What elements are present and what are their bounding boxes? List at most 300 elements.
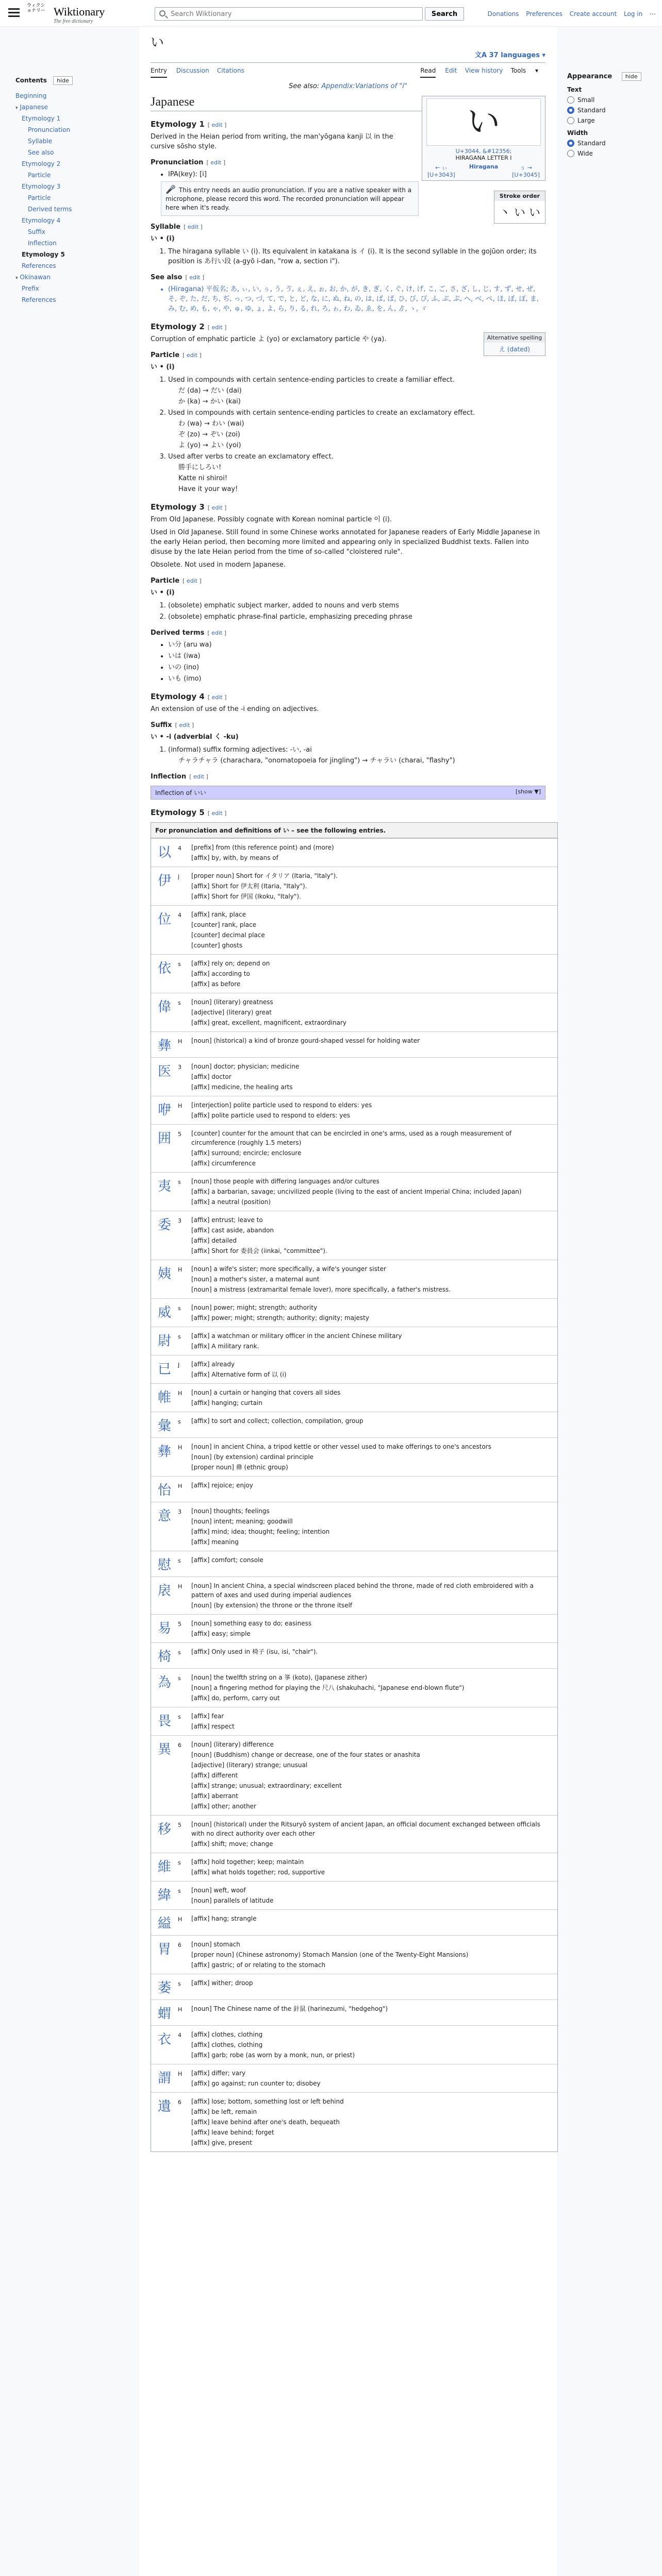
kanji-definitions xyxy=(191,1299,557,1327)
kanji-definitions xyxy=(191,1882,557,1909)
edit-particle3[interactable]: [ edit ] xyxy=(183,578,202,584)
definition: [affix] clothes, clothing xyxy=(191,2041,263,2048)
width-options xyxy=(567,140,655,157)
heading-etymology-2 xyxy=(151,322,545,331)
kanji-grade: H xyxy=(178,1103,183,1109)
kana-script-name: Hiragana xyxy=(469,163,499,170)
kanji-definitions xyxy=(191,906,557,954)
definition: [affix] be left, remain xyxy=(191,2108,257,2115)
kanji-definitions xyxy=(191,2000,557,2025)
suffix-def xyxy=(168,745,545,766)
definition: [prefix] from (this reference point) and (more) xyxy=(191,844,334,851)
particle3-headword: い • (i) xyxy=(151,589,175,597)
kanji-definitions xyxy=(191,993,557,1031)
kana-next-link[interactable]: ぅ → xyxy=(520,164,532,171)
radio-button[interactable] xyxy=(567,140,574,147)
kanji-link[interactable]: 彙 xyxy=(157,1418,171,1434)
kanji-definitions xyxy=(191,1211,557,1260)
ety4-heading-text: Etymology 4 xyxy=(151,692,205,701)
table-row xyxy=(151,1735,557,1815)
ety3-text-1: From Old Japanese. Possibly cognate with Korean nominal particle 이 (i). xyxy=(151,516,392,523)
kanji-link[interactable]: 為 xyxy=(157,1675,171,1690)
kanji-definitions xyxy=(191,1936,557,1974)
kanji-link[interactable]: 偉 xyxy=(157,999,171,1015)
kanji-link[interactable]: 以 xyxy=(157,845,171,860)
more-options-icon[interactable]: ⋯ xyxy=(650,10,656,18)
kanji-definitions xyxy=(191,1058,557,1096)
definition: [affix] meaning xyxy=(191,1538,239,1546)
see-also-link[interactable]: Appendix:Variations of "i" xyxy=(321,82,407,90)
def-text: (informal) suffix forming adjectives: -い, -ai xyxy=(168,746,312,754)
search-box[interactable] xyxy=(155,7,423,21)
japanese-heading-text: Japanese xyxy=(151,95,195,109)
edit-label: edit xyxy=(179,722,190,728)
radio-button[interactable] xyxy=(567,117,574,124)
toc-item-label: Beginning xyxy=(15,92,47,99)
kanji-grade: s xyxy=(178,1675,181,1682)
table-row xyxy=(151,1668,557,1707)
tab-history[interactable]: View history xyxy=(465,67,503,74)
kanji-link[interactable]: 意 xyxy=(157,1509,171,1524)
chevron-down-icon[interactable]: ▾ xyxy=(15,106,18,111)
suffix-headword: い • -i (adverbial く -ku) xyxy=(151,733,239,741)
toc-item[interactable] xyxy=(15,158,119,170)
toc-item[interactable] xyxy=(15,226,119,238)
heading-suffix xyxy=(151,721,545,729)
donations-link[interactable]: Donations xyxy=(487,10,519,18)
table-row xyxy=(151,2092,557,2151)
definition: [affix] clothes, clothing xyxy=(191,2031,263,2038)
toc-item[interactable] xyxy=(15,204,119,215)
definition: [affix] great, excellent, magnificent, extraordinary xyxy=(191,1019,346,1026)
derived-heading-text: Derived terms xyxy=(151,629,205,637)
definition: [affix] hold together; keep; maintain xyxy=(191,1858,304,1866)
edit-derived[interactable]: [ edit ] xyxy=(207,630,227,636)
toc-hide-button[interactable]: hide xyxy=(53,76,73,85)
text-size-option[interactable] xyxy=(567,117,655,124)
def-text: Used in compounds with certain sentence-ending particles to create an exclamatory effect. xyxy=(168,409,475,417)
menu-icon[interactable] xyxy=(8,8,20,18)
table-row xyxy=(151,1502,557,1551)
toc-item-label: Particle xyxy=(28,172,51,179)
definition: [affix] surround; encircle; enclosure xyxy=(191,1149,302,1157)
toc-item-label: Okinawan xyxy=(20,274,51,281)
table-row xyxy=(151,1974,557,1999)
definition: [affix] leave behind; forget xyxy=(191,2129,274,2136)
toc-item-label: Particle xyxy=(28,194,51,201)
toc-item[interactable] xyxy=(15,260,119,272)
kanji-grade: 6 xyxy=(178,1942,181,1948)
kanji-definitions xyxy=(191,1502,557,1551)
definition: [interjection] polite particle used to respond to elders: yes xyxy=(191,1101,372,1109)
definition: [noun] doctor; physician; medicine xyxy=(191,1063,300,1070)
toc-item[interactable] xyxy=(15,90,119,101)
kanji-definitions xyxy=(191,1669,557,1707)
kanji-definitions xyxy=(191,1577,557,1614)
definition: [affix] what holds together; rod, supportive xyxy=(191,1869,325,1876)
edit-label: edit xyxy=(187,224,199,230)
table-row xyxy=(151,1031,557,1057)
heading-syllable xyxy=(151,223,545,231)
edit-particle2[interactable]: [ edit ] xyxy=(183,352,202,359)
kanji-link[interactable]: 彝 xyxy=(157,1444,171,1460)
kanji-link[interactable]: 縊 xyxy=(157,1916,171,1931)
kanji-link[interactable]: 緯 xyxy=(157,1888,171,1903)
definition: [affix] other; another xyxy=(191,1803,256,1810)
toc-item[interactable] xyxy=(15,135,119,147)
tab-edit[interactable]: Edit xyxy=(445,67,457,74)
example: わ (wa) → わい (wai) xyxy=(178,420,244,428)
kanji-link[interactable]: 姨 xyxy=(157,1266,171,1282)
definition: [affix] gastric; of or relating to the stomach xyxy=(191,1961,326,1969)
kanji-link[interactable]: 畏 xyxy=(157,1714,171,1729)
kanji-grade: H xyxy=(178,1390,183,1397)
kanji-link[interactable]: 威 xyxy=(157,1305,171,1320)
definition: [noun] something easy to do; easiness xyxy=(191,1620,312,1627)
example-japanese: 勝手にしろい! xyxy=(178,464,222,471)
kanji-link[interactable]: 謂 xyxy=(157,2071,171,2086)
text-size-option[interactable] xyxy=(567,96,655,104)
kanji-grade: H xyxy=(178,1916,183,1923)
tab-citations[interactable]: Citations xyxy=(217,67,244,74)
kanji-rows xyxy=(151,838,557,2151)
definition: [noun] a mistress (extramarital female lover), more specifically, a father's mistress. xyxy=(191,1286,451,1293)
edit-ety3[interactable]: [ edit ] xyxy=(207,504,227,511)
toc-item[interactable] xyxy=(15,294,119,306)
definition: [affix] Short for 伊国 (Ikoku, "Italy"). xyxy=(191,893,301,900)
seealso-heading-text: See also xyxy=(151,274,183,281)
chevron-down-icon[interactable]: ▾ xyxy=(15,276,18,281)
table-row xyxy=(151,1642,557,1668)
toc-item[interactable] xyxy=(15,272,119,283)
edit-label: edit xyxy=(211,122,223,128)
radio-button[interactable] xyxy=(567,96,574,104)
definition: [affix] power; might; strength; authority; dignity; majesty xyxy=(191,1314,369,1321)
example: チャラチャラ (charachara, "onomatopoeia for jingling") → チャラい (charai, "flashy") xyxy=(178,757,455,765)
kanji-link[interactable]: 位 xyxy=(157,912,171,927)
kanji-link[interactable]: 衣 xyxy=(157,2032,171,2047)
definition: [affix] do, perform, carry out xyxy=(191,1694,280,1702)
table-row xyxy=(151,1383,557,1412)
toc-item[interactable] xyxy=(15,283,119,294)
kana-big-char: い xyxy=(426,98,541,146)
kanji-link[interactable]: 萎 xyxy=(157,1980,171,1996)
definition: [affix] leave behind after one's death, bequeath xyxy=(191,2119,340,2126)
definition: [counter] decimal place xyxy=(191,931,265,939)
toc-item-label: Syllable xyxy=(28,138,53,145)
heading-etymology-5 xyxy=(151,808,545,817)
search-button[interactable]: Search xyxy=(425,7,464,21)
radio-button[interactable] xyxy=(567,150,574,157)
table-row xyxy=(151,1412,557,1437)
width-option[interactable] xyxy=(567,150,655,157)
toc-item[interactable] xyxy=(15,101,119,113)
example: ぞ (zo) → ぞい (zoi) xyxy=(178,431,240,438)
definition: [affix] different xyxy=(191,1772,238,1779)
definition: [affix] A military rank. xyxy=(191,1343,259,1350)
definition: [noun] (by extension) cardinal principle xyxy=(191,1453,314,1461)
definition: [affix] rank, place xyxy=(191,911,246,918)
toc-header xyxy=(15,76,119,85)
kanji-definitions xyxy=(191,1438,557,1476)
hiragana-list: • (Hiragana) 平仮名; あ, ぃ, い, ぅ, う, ゔ, ぇ, え, ぉ, お, か, が, き, ぎ, く, ぐ, け, げ, こ, ご, さ, ざ, し, じ, す, ず, せ, ぜ, そ, ぞ, た, だ, ち, ぢ, っ, つ, づ, て, で, と, ど, な, に, ぬ, ね, の, は, ば, ぱ, ひ, び, ぴ, ふ, ぶ, ぷ, へ, べ, ぺ, ほ, ぼ, ぽ, ま, み, む, め, も, ゃ, や, ゅ, ゆ, ょ, よ, ら, り, る, れ, ろ, ゎ, わ, ゐ, ゑ, を, ん, ゟ, ゝ, ゞ xyxy=(168,284,545,314)
edit-suffix[interactable]: [ edit ] xyxy=(175,722,194,728)
definition: [affix] respect xyxy=(191,1723,235,1730)
toc-item[interactable] xyxy=(15,124,119,135)
text-size-options xyxy=(567,96,655,124)
kanji-link[interactable]: 怡 xyxy=(157,1483,171,1498)
toc-item-label: See also xyxy=(28,149,54,156)
toc-item[interactable] xyxy=(15,192,119,204)
derived-term[interactable]: • い分 (aru wa) xyxy=(168,640,545,650)
kanji-link[interactable]: 夷 xyxy=(157,1179,171,1194)
stroke-order-box xyxy=(494,191,545,224)
toc-item[interactable] xyxy=(15,215,119,226)
definition: [noun] intent; meaning; goodwill xyxy=(191,1518,293,1525)
tab-discussion[interactable]: Discussion xyxy=(176,67,209,74)
definition: [noun] In ancient China, a special windscreen placed behind the throne, made of red cloth embroidered with a pattern of axes and used during imperial audiences xyxy=(191,1582,534,1599)
alt-spelling-value[interactable]: え (dated) xyxy=(499,346,530,353)
definition: [noun] a fingering method for playing the 尺八 (shakuhachi, "Japanese end-blown flute") xyxy=(191,1684,465,1691)
definition: [affix] by, with, by means of xyxy=(191,854,278,861)
definition: [noun] (historical) under the Ritsuryō system of ancient Japan, an official document exchanged between officials with no direct authority over each other xyxy=(191,1821,540,1837)
heading-derived-terms xyxy=(151,629,545,637)
kanji-link[interactable]: 依 xyxy=(157,961,171,976)
kanji-definitions xyxy=(191,1816,557,1853)
table-row xyxy=(151,1935,557,1974)
edit-seealso[interactable]: [ edit ] xyxy=(185,274,205,281)
wiktionary-logo[interactable]: ウィクショナリー xyxy=(27,3,46,13)
kanji-link[interactable]: 移 xyxy=(157,1822,171,1837)
kanji-definitions xyxy=(191,2026,557,2064)
definition: [affix] polite particle used to respond to elders: yes xyxy=(191,1112,351,1119)
ety1-heading-text: Etymology 1 xyxy=(151,120,205,129)
show-toggle[interactable]: [show ▼] xyxy=(516,788,541,795)
tab-tools[interactable]: Tools ▾ xyxy=(510,67,538,74)
radio-button[interactable] xyxy=(567,107,574,114)
def-text: Used in compounds with certain sentence-ending particles to create a familiar effect. xyxy=(168,376,455,384)
table-row xyxy=(151,954,557,993)
definition: [noun] a mother's sister, a maternal aunt xyxy=(191,1276,320,1283)
derived-term[interactable]: • いは (iwa) xyxy=(168,651,545,661)
example: よ (yo) → よい (yoi) xyxy=(178,442,241,449)
definition: [affix] mind; idea; thought; feeling; intention xyxy=(191,1528,330,1535)
table-row xyxy=(151,1476,557,1502)
table-row xyxy=(151,1577,557,1614)
edit-ety5[interactable]: [ edit ] xyxy=(207,810,227,817)
definition: [affix] Short for 伊太利 (Itaria, "Italy"). xyxy=(191,883,307,890)
ety3-text-3: Obsolete. Not used in modern Japanese. xyxy=(151,561,286,569)
definition: [affix] garb; robe (as worn by a monk, nun, or priest) xyxy=(191,2052,355,2059)
table-row xyxy=(151,867,557,905)
kanji-link[interactable]: 帷 xyxy=(157,1390,171,1405)
kanji-grade: j xyxy=(178,873,180,880)
table-row xyxy=(151,1881,557,1909)
kanji-grade: H xyxy=(178,2006,183,2013)
toc-item-label: Suffix xyxy=(28,228,45,235)
definition: [noun] (historical) a kind of bronze gourd-shaped vessel for holding water xyxy=(191,1037,420,1044)
kanji-link[interactable]: 易 xyxy=(157,1621,171,1636)
toc-item-label: Etymology 2 xyxy=(22,160,61,167)
edit-syllable[interactable]: [ edit ] xyxy=(184,224,203,230)
kanji-link[interactable]: 已 xyxy=(157,1362,171,1377)
ety5-heading-text: Etymology 5 xyxy=(151,808,205,817)
definition: [affix] differ; vary xyxy=(191,2070,246,2077)
language-count: 37 languages xyxy=(489,52,540,59)
definition: [affix] rely on; depend on xyxy=(191,960,270,967)
edit-ety1[interactable]: [ edit ] xyxy=(207,122,227,128)
definition: [affix] already xyxy=(191,1361,235,1368)
table-row xyxy=(151,1327,557,1355)
kanji-link[interactable]: 尉 xyxy=(157,1333,171,1349)
table-row xyxy=(151,1437,557,1476)
width-option[interactable] xyxy=(567,140,655,147)
edit-label: edit xyxy=(211,810,223,817)
kanji-link[interactable]: 医 xyxy=(157,1064,171,1079)
kanji-definitions xyxy=(191,1260,557,1298)
width-label: Width xyxy=(567,129,588,137)
kanji-definitions xyxy=(191,1853,557,1881)
kanji-link[interactable]: 胃 xyxy=(157,1942,171,1957)
tab-entry[interactable]: Entry xyxy=(151,67,167,78)
definition: [adjective] (literary) strange; unusual xyxy=(191,1761,308,1769)
definition: [proper noun] (Chinese astronomy) Stomach Mansion (one of the Twenty-Eight Mansions) xyxy=(191,1951,469,1958)
edit-pron[interactable]: [ edit ] xyxy=(206,159,226,166)
edit-label: edit xyxy=(211,504,223,511)
table-row xyxy=(151,1707,557,1735)
toc-item-label: Japanese xyxy=(20,104,48,111)
edit-ety4[interactable]: [ edit ] xyxy=(207,694,227,701)
definition: [affix] entrust; leave to xyxy=(191,1216,263,1224)
kanji-link[interactable]: 彝 xyxy=(157,1038,171,1054)
ety2-heading-text: Etymology 2 xyxy=(151,322,205,331)
kanji-link[interactable]: 囲 xyxy=(157,1131,171,1146)
inflection-navbox[interactable] xyxy=(151,786,545,800)
language-selector[interactable]: 文A 37 languages ▾ xyxy=(475,52,545,59)
kanji-grade: 6 xyxy=(178,2099,181,2106)
derived-term[interactable]: • いの (ino) xyxy=(168,663,545,672)
derived-term[interactable]: • いも (imo) xyxy=(168,674,545,684)
site-tagline: The free dictionary xyxy=(54,19,93,24)
toc-item-label: Etymology 1 xyxy=(22,115,61,122)
alt-spelling-title: Alternative spelling xyxy=(484,333,545,343)
table-row xyxy=(151,1124,557,1172)
syllable-heading-text: Syllable xyxy=(151,223,181,231)
kanji-link[interactable]: 椅 xyxy=(157,1649,171,1665)
kanji-link[interactable]: 伊 xyxy=(157,873,171,889)
option-label: Large xyxy=(577,117,595,124)
kanji-link[interactable]: 咿 xyxy=(157,1103,171,1118)
kana-prev-link[interactable]: ← ぃ xyxy=(435,164,448,171)
toc-item[interactable] xyxy=(15,238,119,249)
login-link[interactable]: Log in xyxy=(623,10,643,18)
kanji-grade: 4 xyxy=(178,912,181,919)
kanji-grade: J xyxy=(178,1362,180,1368)
edit-ety2[interactable]: [ edit ] xyxy=(207,324,227,331)
kanji-link[interactable]: 慰 xyxy=(157,1557,171,1573)
definition: [counter] counter for the amount that can be encircled in one's arms, used as a rough measurement of circumference (roughly 1.5 meters) xyxy=(191,1130,512,1146)
stroke-order-glyphs: 丶 い い xyxy=(494,201,545,223)
definition: [affix] rejoice; enjoy xyxy=(191,1482,253,1489)
appearance-hide-button[interactable]: hide xyxy=(622,72,641,81)
kanji-definitions xyxy=(191,1477,557,1502)
kanji-grade: 6 xyxy=(178,1742,181,1749)
toc-item[interactable] xyxy=(15,249,119,260)
example-romaji: Katte ni shiroi! xyxy=(178,474,228,482)
audio-request-text: This entry needs an audio pronunciation. If you are a native speaker with a microphone, please record this word. The recorded pronunciation will appear here when it's ready. xyxy=(166,187,412,211)
table-row xyxy=(151,1172,557,1211)
tab-read[interactable]: Read xyxy=(420,67,436,78)
example: か (ka) → かい (kai) xyxy=(178,398,241,405)
kanji-grade: H xyxy=(178,1266,183,1273)
kanji-definitions xyxy=(191,1355,557,1383)
toc-item[interactable] xyxy=(15,113,119,124)
toc-item[interactable] xyxy=(15,147,119,158)
preferences-link[interactable]: Preferences xyxy=(526,10,562,18)
kanji-link[interactable]: 異 xyxy=(157,1742,171,1757)
kanji-grade: s xyxy=(178,961,181,968)
toc-title: Contents xyxy=(15,77,47,84)
toc-item-label: Inflection xyxy=(28,240,57,247)
wordmark[interactable] xyxy=(54,5,105,24)
kanji-definitions xyxy=(191,1551,557,1577)
table-row xyxy=(151,1815,557,1853)
definition: [affix] as before xyxy=(191,980,241,988)
kanji-definitions xyxy=(191,1643,557,1668)
kanji-grade: 5 xyxy=(178,1131,181,1138)
kanji-link[interactable]: 扆 xyxy=(157,1583,171,1599)
kanji-grade: s xyxy=(178,1305,181,1312)
toc-item-label: Etymology 4 xyxy=(22,217,61,224)
create-account-link[interactable]: Create account xyxy=(569,10,617,18)
kanji-grade: H xyxy=(178,1038,183,1045)
definition: [affix] strange; unusual; extraordinary; excellent xyxy=(191,1782,342,1789)
search-input[interactable] xyxy=(170,9,386,19)
toc-item[interactable] xyxy=(15,170,119,181)
toc-item[interactable] xyxy=(15,181,119,192)
definition: [affix] Short for 委員会 (iinkai, "committee"). xyxy=(191,1247,327,1255)
table-row xyxy=(151,2064,557,2092)
kanji-grade: H xyxy=(178,1444,183,1451)
definition: [noun] stomach xyxy=(191,1941,240,1948)
site-name: Wiktionary xyxy=(54,5,105,18)
kanji-link[interactable]: 蝟 xyxy=(157,2006,171,2022)
toc-item-label: Etymology 5 xyxy=(22,251,65,258)
kanji-link[interactable]: 委 xyxy=(157,1217,171,1233)
definition: [affix] cast aside, abandon xyxy=(191,1227,274,1234)
toc-item-label: Prefix xyxy=(22,285,39,292)
kanji-table-header: For pronunciation and definitions of い – see the following entries. xyxy=(151,823,557,838)
kanji-table xyxy=(151,822,558,2152)
edit-inflection[interactable]: [ edit ] xyxy=(189,773,208,780)
kanji-grade: H xyxy=(178,1483,183,1489)
toc-item-label: Derived terms xyxy=(28,206,72,213)
definition: [noun] parallels of latitude xyxy=(191,1897,274,1904)
text-size-option[interactable] xyxy=(567,107,655,114)
kanji-definitions xyxy=(191,839,557,867)
kanji-link[interactable]: 維 xyxy=(157,1859,171,1875)
definition: [noun] those people with differing languages and/or cultures xyxy=(191,1178,379,1185)
definition: [affix] comfort; console xyxy=(191,1556,263,1564)
table-row xyxy=(151,1909,557,1935)
definition: [noun] weft, woof xyxy=(191,1887,246,1894)
definition: [affix] a watchman or military officer in the ancient Chinese military xyxy=(191,1332,402,1340)
kanji-link[interactable]: 遺 xyxy=(157,2099,171,2114)
particle3-def-1: 1. (obsolete) emphatic subject marker, added to nouns and verb stems xyxy=(168,601,545,611)
kanji-grade: 5 xyxy=(178,1621,181,1628)
heading-particle-3 xyxy=(151,577,545,585)
kana-next-code: [U+3045] xyxy=(512,172,540,178)
